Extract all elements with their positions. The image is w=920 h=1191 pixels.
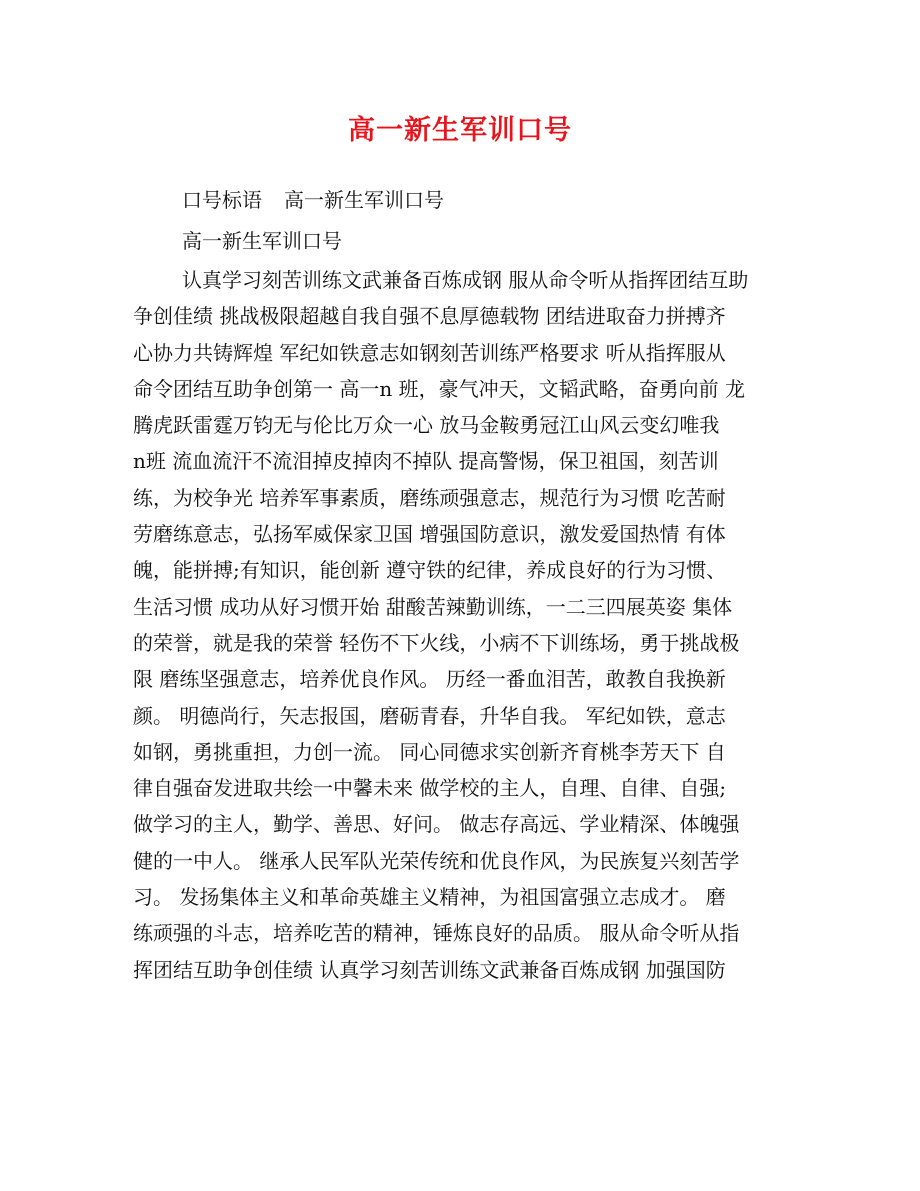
category-label: 口号标语: [182, 188, 262, 212]
body-line: 生活习惯 成功从好习惯开始 甜酸苦辣勤训练，一二三四展英姿 集体: [133, 594, 733, 619]
body-line: 习。 发扬集体主义和革命英雄主义精神，为祖国富强立志成才。 磨: [133, 885, 726, 910]
document-title: 高一新生军训口号: [348, 115, 572, 146]
body-line: 争创佳绩 挑战极限超越自我自强不息厚德载物 团结进取奋力拼搏齐: [133, 304, 726, 329]
body-line: n班 流血流汗不流泪掉皮掉肉不掉队 提高警惕，保卫祖国，刻苦训: [133, 449, 719, 474]
body-line: 命令团结互助争创第一 高一n 班，豪气冲天，文韬武略，奋勇向前 龙: [133, 376, 745, 401]
body-line: 做学习的主人，勤学、善思、好问。 做志存高远、学业精深、体魄强: [133, 812, 740, 837]
body-line: 劳磨练意志，弘扬军威保家卫国 增强国防意识，激发爱国热情 有体: [133, 522, 726, 547]
body-line: 健的一中人。 继承人民军队光荣传统和优良作风，为民族复兴刻苦学: [133, 848, 740, 873]
body-line: 练顽强的斗志，培养吃苦的精神，锤炼良好的品质。 服从命令听从指: [133, 921, 740, 946]
document-body: [133, 262, 788, 988]
meta-doc-title: 高一新生军训口号: [284, 188, 444, 212]
document-subtitle: 高一新生军训口号: [182, 229, 342, 253]
body-line: 心协力共铸辉煌 军纪如铁意志如钢刻苦训练严格要求 听从指挥服从: [133, 340, 726, 365]
body-line: 认真学习刻苦训练文武兼备百炼成钢 服从命令听从指挥团结互助: [182, 268, 749, 292]
body-line: 限 磨练坚强意志，培养优良作风。 历经一番血泪苦，敢教自我换新: [133, 667, 726, 692]
body-line: 挥团结互助争创佳绩 认真学习刻苦训练文武兼备百炼成钢 加强国防: [133, 957, 726, 982]
body-line: 如钢，勇挑重担，力创一流。 同心同德求实创新齐育桃李芳天下 自: [133, 739, 726, 764]
body-line: 律自强奋发进取共绘一中馨未来 做学校的主人，自理、自律、自强;: [133, 776, 727, 801]
body-line: 的荣誉，就是我的荣誉 轻伤不下火线，小病不下训练场，勇于挑战极: [133, 630, 740, 655]
body-line: 颜。 明德尚行，矢志报国，磨砺青春，升华自我。 军纪如铁，意志: [133, 703, 726, 728]
body-line: 魄，能拼搏;有知识，能创新 遵守铁的纪律，养成良好的行为习惯、: [133, 558, 727, 583]
body-line: 腾虎跃雷霆万钧无与伦比万众一心 放马金鞍勇冠江山风云变幻唯我: [133, 413, 720, 438]
body-line: 练，为校争光 培养军事素质，磨练顽强意志，规范行为习惯 吃苦耐: [133, 485, 726, 510]
document-meta: [182, 186, 444, 214]
